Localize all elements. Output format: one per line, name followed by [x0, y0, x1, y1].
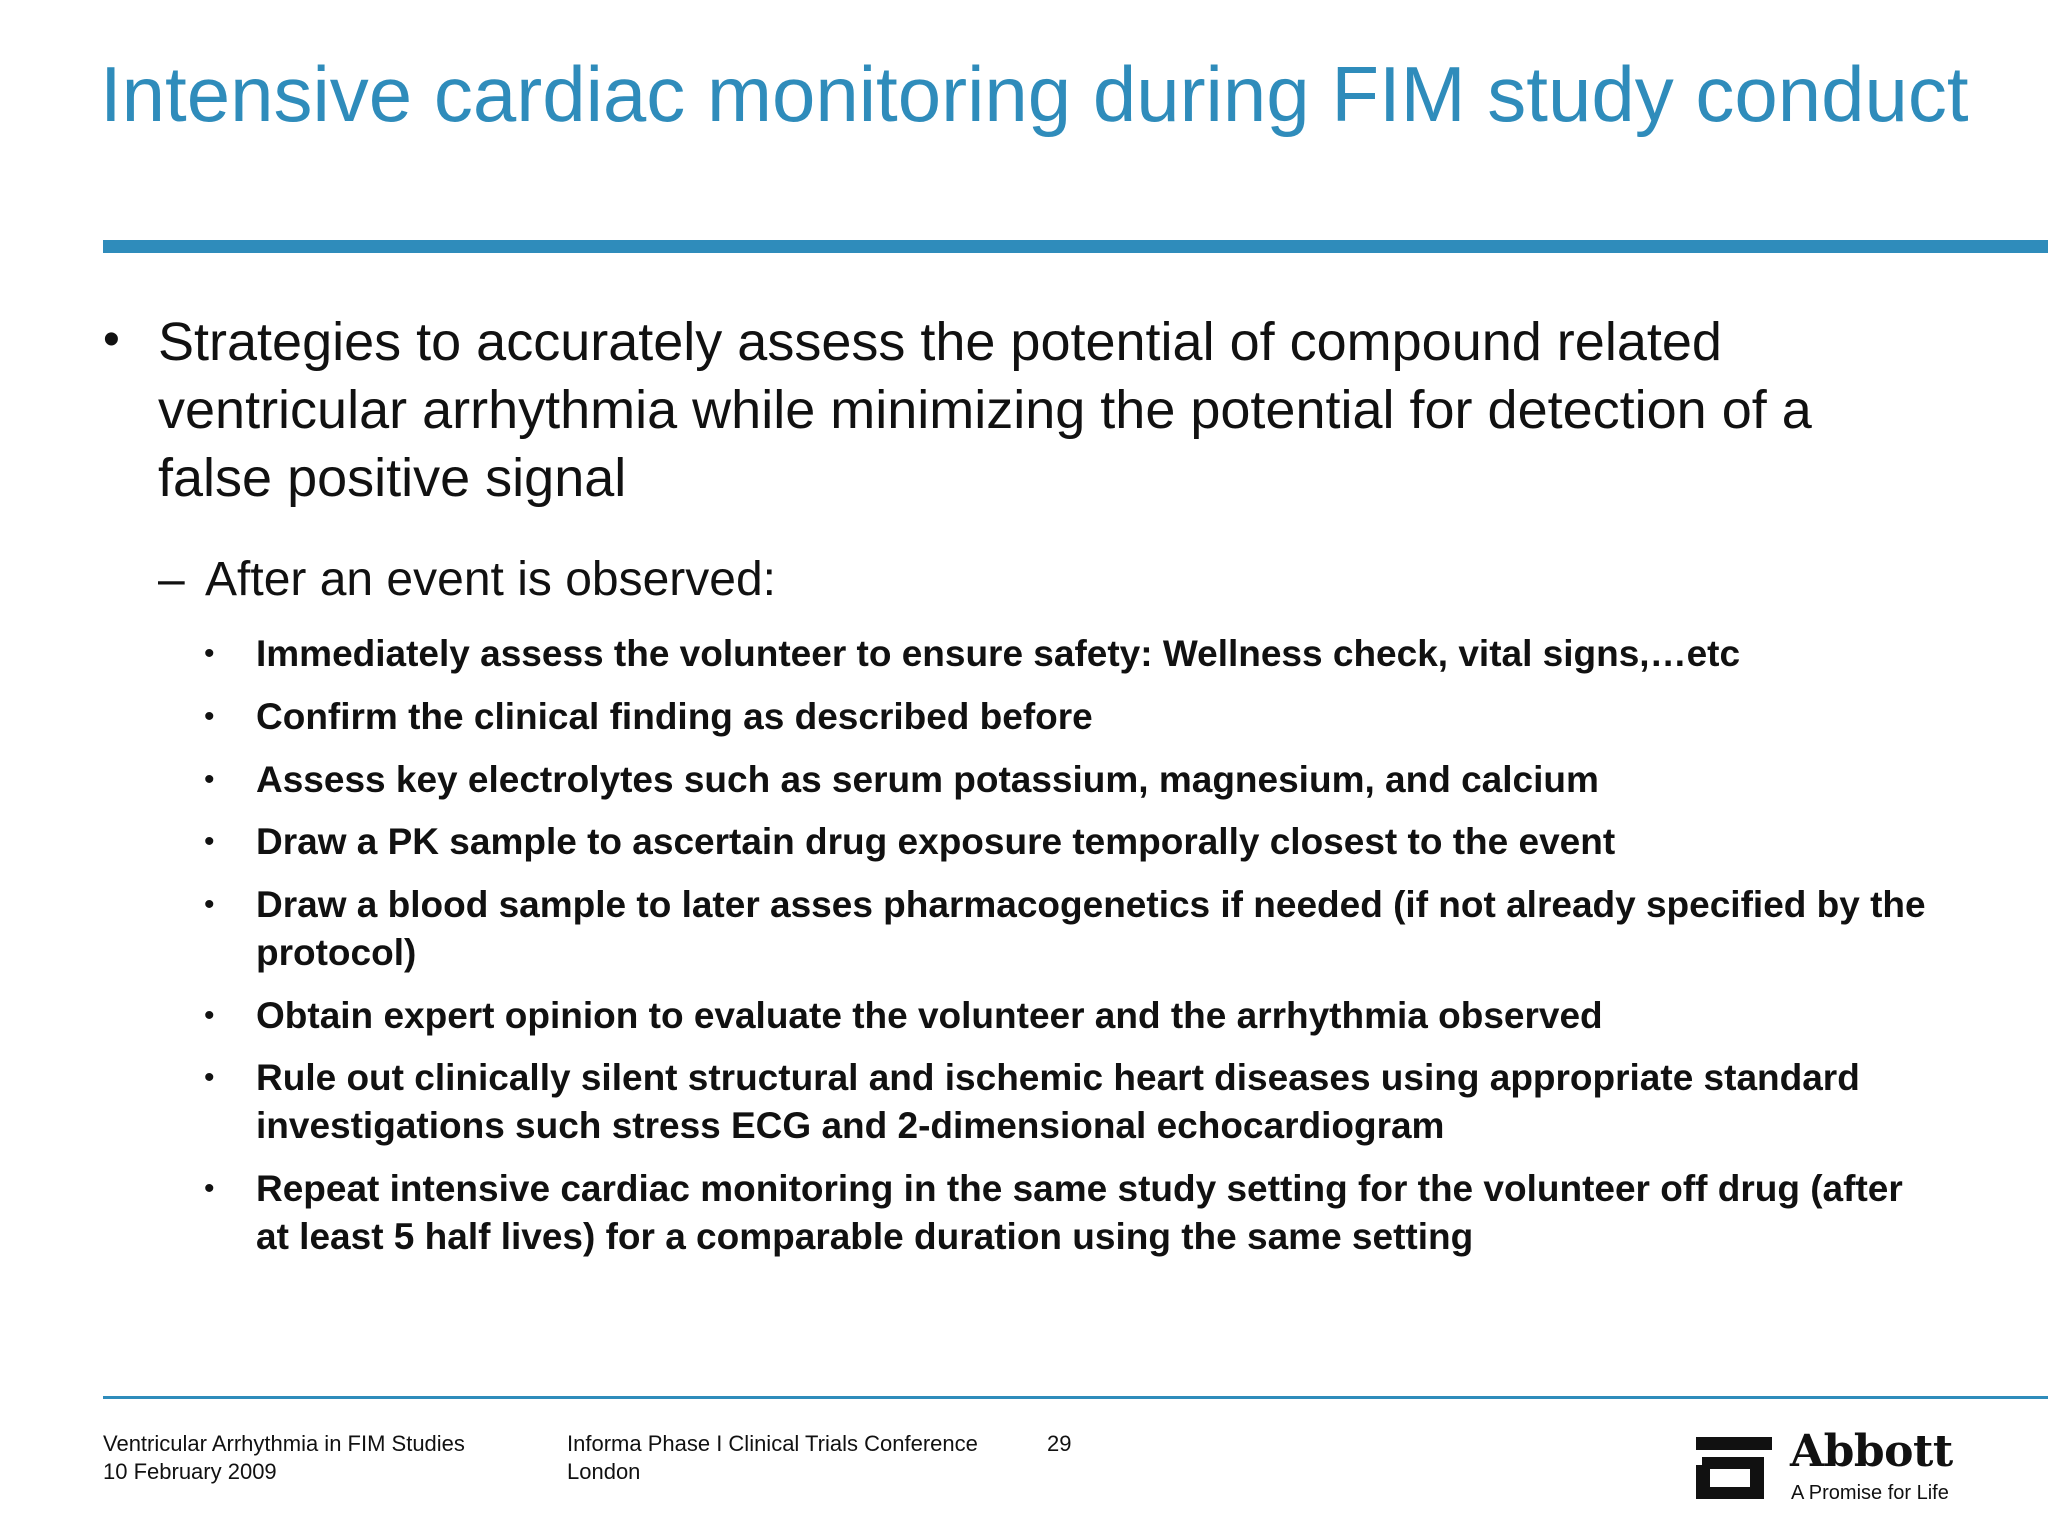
list-item-text: Assess key electrolytes such as serum potassium, magnesium, and calcium	[256, 759, 1599, 800]
list-item-text: Immediately assess the volunteer to ensure safety: Wellness check, vital signs,…etc	[256, 633, 1741, 674]
logo-name: Abbott	[1790, 1426, 1953, 1477]
title-divider	[103, 240, 2048, 253]
bullet-icon: •	[204, 1172, 215, 1205]
logo-tagline: A Promise for Life	[1791, 1482, 1949, 1504]
sub-heading: After an event is observed:	[205, 553, 776, 606]
list-item-text: Draw a PK sample to ascertain drug exposure temporally closest to the event	[256, 821, 1616, 862]
footer-date: 10 February 2009	[103, 1459, 277, 1484]
bullet-icon: •	[204, 888, 215, 921]
main-bullet: Strategies to accurately assess the potential of compound related ventricular arrhythmia while minimizing the potential for detection of a false positive signal	[158, 312, 1812, 508]
list-item-text: Draw a blood sample to later asses pharmacogenetics if needed (if not already specified by the protocol)	[256, 884, 1926, 973]
bullet-icon: •	[204, 763, 215, 796]
list-item-text: Confirm the clinical finding as described before	[256, 696, 1093, 737]
list-item-text: Rule out clinically silent structural and ischemic heart diseases using appropriate standard investigations such stress ECG and 2-dimensional echocardiogram	[256, 1057, 1860, 1146]
footer-conference: Informa Phase I Clinical Trials Conference	[567, 1431, 978, 1456]
bullet-icon: •	[204, 637, 215, 670]
bullet-icon: •	[204, 825, 215, 858]
footer-divider	[103, 1396, 2048, 1399]
bullet-icon: •	[204, 700, 215, 733]
list-item-text: Repeat intensive cardiac monitoring in the same study setting for the volunteer off drug (after at least 5 half lives) for a comparable duration using the same setting	[256, 1168, 1903, 1257]
bullet-icon: •	[204, 1061, 215, 1094]
bullet-icon: •	[103, 313, 120, 366]
footer-location: London	[567, 1459, 641, 1484]
abbott-logo-icon	[1694, 1435, 1774, 1501]
page-number: 29	[1047, 1431, 1072, 1456]
list-item-text: Obtain expert opinion to evaluate the volunteer and the arrhythmia observed	[256, 995, 1603, 1036]
footer-presentation-title: Ventricular Arrhythmia in FIM Studies	[103, 1431, 465, 1456]
dash-icon: –	[158, 553, 185, 606]
slide-title: Intensive cardiac monitoring during FIM study conduct	[100, 50, 1969, 138]
bullet-icon: •	[204, 999, 215, 1032]
